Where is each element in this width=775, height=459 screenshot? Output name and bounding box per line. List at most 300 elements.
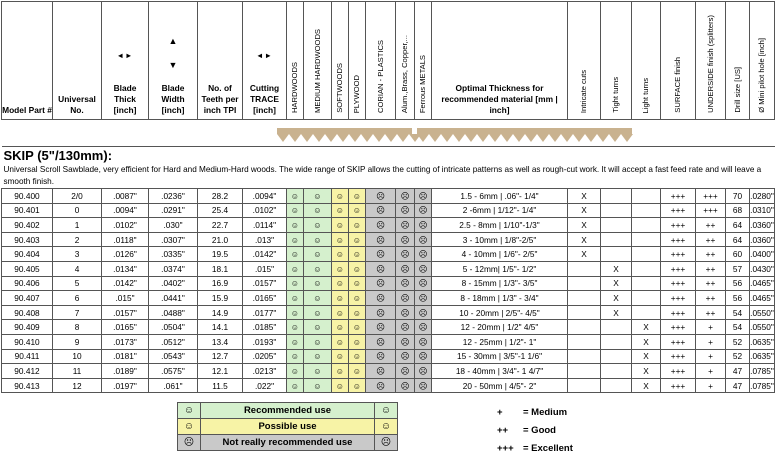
smiley-icon: ☺ (304, 364, 332, 379)
drill-cell: 47 (726, 364, 750, 379)
intricate-cell: X (568, 203, 601, 218)
trace-cell: .0114" (243, 218, 287, 233)
width-cell: .030" (149, 218, 198, 233)
tight-cell: X (601, 276, 632, 291)
tpi-cell: 14.9 (198, 305, 243, 320)
smiley-icon: ☺ (287, 203, 304, 218)
col-alum: Alum.,Brass, Copper,... (396, 2, 415, 120)
table-row (2, 232, 775, 247)
trace-cell: .022" (243, 378, 287, 393)
surface-cell: +++ (661, 364, 696, 379)
table-row (2, 349, 775, 364)
frown-icon: ☹ (415, 189, 432, 204)
col-trace: ◂ ▸ Cutting TRACE [inch] (243, 2, 287, 120)
intricate-cell: X (568, 189, 601, 204)
frown-icon: ☹ (366, 305, 396, 320)
thick-cell: .0142" (102, 276, 149, 291)
table-row (2, 291, 775, 306)
drill-cell: 70 (726, 189, 750, 204)
width-cell: .0335" (149, 247, 198, 262)
frown-icon: ☹ (366, 203, 396, 218)
width-cell: .0374" (149, 261, 198, 276)
col-optimal: Optimal Thickness for recommended material [mm | inch] (432, 2, 568, 120)
drill-cell: 52 (726, 349, 750, 364)
frown-icon: ☹ (366, 349, 396, 364)
tpi-cell: 11.5 (198, 378, 243, 393)
frown-icon: ☹ (366, 276, 396, 291)
light-cell (632, 189, 661, 204)
trace-cell: .0213" (243, 364, 287, 379)
frown-icon: ☹ (366, 218, 396, 233)
smiley-icon: ☺ (304, 334, 332, 349)
width-cell: .0291" (149, 203, 198, 218)
frown-icon: ☹ (415, 378, 432, 393)
col-intricate: Intricate cuts (568, 2, 601, 120)
surface-cell: +++ (661, 189, 696, 204)
table-row (2, 378, 775, 393)
thick-cell: .0118" (102, 232, 149, 247)
pilot-cell: .0360" (750, 232, 775, 247)
optimal-cell: 15 - 30mm | 3/5"-1 1/6" (432, 349, 568, 364)
table-row (2, 276, 775, 291)
optimal-cell: 18 - 40mm | 3/4"- 1 4/7" (432, 364, 568, 379)
smiley-icon: ☺ (332, 305, 349, 320)
pilot-cell: .0785" (750, 378, 775, 393)
smiley-icon: ☺ (349, 203, 366, 218)
table-row (2, 203, 775, 218)
frown-icon: ☹ (366, 320, 396, 335)
intricate-cell: X (568, 218, 601, 233)
frown-icon: ☹ (415, 261, 432, 276)
spec-table (1, 1, 775, 393)
model-cell: 90.410 (2, 334, 53, 349)
frown-icon: ☹ (415, 276, 432, 291)
model-cell: 90.408 (2, 305, 53, 320)
light-cell (632, 232, 661, 247)
smiley-icon: ☺ (304, 276, 332, 291)
optimal-cell: 4 - 10mm | 1/6"- 2/5" (432, 247, 568, 262)
thick-cell: .0134" (102, 261, 149, 276)
trace-cell: .0205" (243, 349, 287, 364)
thick-cell: .0165" (102, 320, 149, 335)
universal-cell: 6 (53, 291, 102, 306)
model-cell: 90.402 (2, 218, 53, 233)
frown-icon: ☹ (415, 364, 432, 379)
underside-cell: +++ (696, 203, 726, 218)
universal-cell: 10 (53, 349, 102, 364)
width-cell: .0236" (149, 189, 198, 204)
section-title: SKIP (5"/130mm): (3, 148, 113, 163)
drill-cell: 52 (726, 334, 750, 349)
universal-cell: 1 (53, 218, 102, 233)
section-description: Universal Scroll Sawblade, very efficient for Hard and Medium-Hard woods. The wide range of SKIP allows the cutting of intricate patterns as well as rough-cut work. It will accept a fast feed rate and will leave a smooth finish. (3, 165, 762, 186)
smiley-icon: ☺ (349, 247, 366, 262)
pilot-cell: .0280" (750, 189, 775, 204)
frown-icon: ☹ (396, 247, 415, 262)
trace-cell: .0094" (243, 189, 287, 204)
light-cell: X (632, 364, 661, 379)
width-cell: .0543" (149, 349, 198, 364)
universal-cell: 11 (53, 364, 102, 379)
intricate-cell (568, 276, 601, 291)
smiley-icon: ☺ (178, 403, 201, 419)
surface-cell: +++ (661, 232, 696, 247)
frown-icon: ☹ (366, 232, 396, 247)
underside-cell: ++ (696, 291, 726, 306)
width-cell: .061" (149, 378, 198, 393)
smiley-icon: ☺ (332, 261, 349, 276)
surface-cell: +++ (661, 305, 696, 320)
universal-cell: 12 (53, 378, 102, 393)
table-row (2, 320, 775, 335)
light-cell (632, 261, 661, 276)
frown-icon: ☹ (396, 320, 415, 335)
frown-icon: ☹ (366, 378, 396, 393)
universal-cell: 4 (53, 261, 102, 276)
intricate-cell: X (568, 232, 601, 247)
model-cell: 90.406 (2, 276, 53, 291)
smiley-icon: ☺ (349, 276, 366, 291)
smiley-icon: ☺ (375, 403, 398, 419)
tight-cell (601, 364, 632, 379)
model-cell: 90.405 (2, 261, 53, 276)
frown-icon: ☹ (415, 218, 432, 233)
universal-cell: 5 (53, 276, 102, 291)
pilot-cell: .0465" (750, 291, 775, 306)
smiley-icon: ☺ (349, 291, 366, 306)
underside-cell: + (696, 320, 726, 335)
trace-cell: .0142" (243, 247, 287, 262)
optimal-cell: 12 - 20mm | 1/2" 4/5" (432, 320, 568, 335)
legend (177, 402, 398, 451)
blade-illustration-row (2, 120, 775, 147)
width-cell: .0402" (149, 276, 198, 291)
thick-cell: .0087" (102, 189, 149, 204)
intricate-cell (568, 305, 601, 320)
pilot-cell: .0310" (750, 203, 775, 218)
smiley-icon: ☺ (349, 320, 366, 335)
trace-cell: .0165" (243, 291, 287, 306)
light-cell (632, 218, 661, 233)
legend-not-recommended: ☹ Not really recommended use ☹ (178, 435, 398, 451)
model-cell: 90.400 (2, 189, 53, 204)
frown-icon: ☹ (396, 261, 415, 276)
smiley-icon: ☺ (375, 419, 398, 435)
optimal-cell: 2 -6mm | 1/12"- 1/4" (432, 203, 568, 218)
model-cell: 90.407 (2, 291, 53, 306)
light-cell (632, 276, 661, 291)
table-row (2, 261, 775, 276)
smiley-icon: ☺ (304, 247, 332, 262)
thick-cell: .0173" (102, 334, 149, 349)
optimal-cell: 10 - 20mm | 2/5"- 4/5" (432, 305, 568, 320)
drill-cell: 56 (726, 291, 750, 306)
tight-cell (601, 189, 632, 204)
smiley-icon: ☺ (332, 203, 349, 218)
tpi-cell: 12.7 (198, 349, 243, 364)
smiley-icon: ☺ (332, 232, 349, 247)
frown-icon: ☹ (415, 334, 432, 349)
table-row (2, 334, 775, 349)
frown-icon: ☹ (396, 232, 415, 247)
drill-cell: 47 (726, 378, 750, 393)
smiley-icon: ☺ (287, 349, 304, 364)
width-cell: .0512" (149, 334, 198, 349)
smiley-icon: ☺ (332, 247, 349, 262)
frown-icon: ☹ (396, 218, 415, 233)
frown-icon: ☹ (366, 261, 396, 276)
thick-cell: .0094" (102, 203, 149, 218)
down-arrow-icon: ▼ (168, 60, 178, 70)
col-hardwoods: HARDWOODS (287, 2, 304, 120)
underside-cell: + (696, 349, 726, 364)
tpi-cell: 16.9 (198, 276, 243, 291)
smiley-icon: ☺ (332, 218, 349, 233)
optimal-cell: 2.5 - 8mm | 1/10"-1/3" (432, 218, 568, 233)
drill-cell: 56 (726, 276, 750, 291)
trace-cell: .0185" (243, 320, 287, 335)
tpi-cell: 15.9 (198, 291, 243, 306)
frown-icon: ☹ (415, 203, 432, 218)
smiley-icon: ☺ (349, 349, 366, 364)
model-cell: 90.403 (2, 232, 53, 247)
thick-cell: .0189" (102, 364, 149, 379)
tpi-cell: 19.5 (198, 247, 243, 262)
trace-cell: .013" (243, 232, 287, 247)
universal-cell: 7 (53, 305, 102, 320)
intricate-cell (568, 334, 601, 349)
trace-cell: .015" (243, 261, 287, 276)
optimal-cell: 1.5 - 6mm | .06"- 1/4" (432, 189, 568, 204)
col-medium-hardwoods: MEDIUM HARDWOODS (304, 2, 332, 120)
smiley-icon: ☺ (304, 232, 332, 247)
frown-icon: ☹ (396, 349, 415, 364)
key-good: ++ = Good (497, 425, 556, 436)
pilot-cell: .0785" (750, 364, 775, 379)
smiley-icon: ☺ (304, 305, 332, 320)
thick-cell: .015" (102, 291, 149, 306)
col-corian: CORIAN - PLASTICS (366, 2, 396, 120)
tight-cell (601, 203, 632, 218)
trace-cell: .0193" (243, 334, 287, 349)
blade-illustration (2, 120, 775, 147)
frown-icon: ☹ (396, 364, 415, 379)
smiley-icon: ☺ (304, 189, 332, 204)
col-teeth: No. of Teeth per inch TPI (198, 2, 243, 120)
col-universal: Universal No. (53, 2, 102, 120)
model-cell: 90.409 (2, 320, 53, 335)
smiley-icon: ☺ (349, 305, 366, 320)
smiley-icon: ☺ (304, 378, 332, 393)
col-light: Light turns (632, 2, 661, 120)
smiley-icon: ☺ (287, 189, 304, 204)
smiley-icon: ☺ (287, 364, 304, 379)
underside-cell: ++ (696, 247, 726, 262)
frown-icon: ☹ (415, 291, 432, 306)
intricate-cell (568, 378, 601, 393)
drill-cell: 57 (726, 261, 750, 276)
smiley-icon: ☺ (349, 232, 366, 247)
frown-icon: ☹ (375, 435, 398, 451)
col-drill: Drill size [US] (726, 2, 750, 120)
universal-cell: 2/0 (53, 189, 102, 204)
optimal-cell: 12 - 25mm | 1/2"- 1" (432, 334, 568, 349)
col-ferrous: Ferrous METALS (415, 2, 432, 120)
col-model: Model Part # (2, 2, 53, 120)
intricate-cell (568, 261, 601, 276)
smiley-icon: ☺ (332, 378, 349, 393)
tight-cell (601, 349, 632, 364)
model-cell: 90.401 (2, 203, 53, 218)
model-cell: 90.412 (2, 364, 53, 379)
width-cell: .0441" (149, 291, 198, 306)
key-excellent: +++ = Excellent (497, 443, 573, 454)
smiley-icon: ☺ (304, 291, 332, 306)
smiley-icon: ☺ (287, 232, 304, 247)
smiley-icon: ☺ (287, 291, 304, 306)
smiley-icon: ☺ (349, 364, 366, 379)
surface-cell: +++ (661, 334, 696, 349)
universal-cell: 0 (53, 203, 102, 218)
smiley-icon: ☺ (332, 349, 349, 364)
drill-cell: 60 (726, 247, 750, 262)
optimal-cell: 5 - 12mm| 1/5"- 1/2" (432, 261, 568, 276)
frown-icon: ☹ (396, 305, 415, 320)
tpi-cell: 28.2 (198, 189, 243, 204)
tpi-cell: 21.0 (198, 232, 243, 247)
smiley-icon: ☺ (332, 364, 349, 379)
trace-arrow-icon: ◂ ▸ (257, 51, 272, 60)
smiley-icon: ☺ (349, 189, 366, 204)
width-cell: .0307" (149, 232, 198, 247)
width-cell: .0504" (149, 320, 198, 335)
universal-cell: 2 (53, 232, 102, 247)
frown-icon: ☹ (415, 349, 432, 364)
header-row (2, 2, 775, 120)
smiley-icon: ☺ (287, 320, 304, 335)
smiley-icon: ☺ (349, 334, 366, 349)
tpi-cell: 12.1 (198, 364, 243, 379)
drill-cell: 64 (726, 218, 750, 233)
tight-cell (601, 320, 632, 335)
surface-cell: +++ (661, 247, 696, 262)
universal-cell: 3 (53, 247, 102, 262)
frown-icon: ☹ (366, 247, 396, 262)
model-cell: 90.404 (2, 247, 53, 262)
intricate-cell (568, 291, 601, 306)
pilot-cell: .0550" (750, 320, 775, 335)
underside-cell: + (696, 334, 726, 349)
table-row (2, 305, 775, 320)
pilot-cell: .0400" (750, 247, 775, 262)
section-title-row (2, 147, 775, 165)
table-row (2, 218, 775, 233)
underside-cell: ++ (696, 276, 726, 291)
smiley-icon: ☺ (304, 218, 332, 233)
surface-cell: +++ (661, 320, 696, 335)
col-tight: Tight turns (601, 2, 632, 120)
underside-cell: ++ (696, 232, 726, 247)
optimal-cell: 3 - 10mm | 1/8"-2/5" (432, 232, 568, 247)
frown-icon: ☹ (415, 247, 432, 262)
smiley-icon: ☺ (332, 291, 349, 306)
pilot-cell: .0635" (750, 349, 775, 364)
smiley-icon: ☺ (287, 378, 304, 393)
surface-cell: +++ (661, 378, 696, 393)
universal-cell: 9 (53, 334, 102, 349)
light-cell: X (632, 349, 661, 364)
light-cell (632, 305, 661, 320)
pilot-cell: .0430" (750, 261, 775, 276)
trace-cell: .0177" (243, 305, 287, 320)
tpi-cell: 22.7 (198, 218, 243, 233)
smiley-icon: ☺ (332, 320, 349, 335)
pilot-cell: .0360" (750, 218, 775, 233)
pilot-cell: .0465" (750, 276, 775, 291)
section-description-row (2, 164, 775, 189)
smiley-icon: ☺ (287, 334, 304, 349)
trace-cell: .0102" (243, 203, 287, 218)
underside-cell: ++ (696, 218, 726, 233)
tight-cell (601, 218, 632, 233)
surface-cell: +++ (661, 218, 696, 233)
width-cell: .0575" (149, 364, 198, 379)
drill-cell: 64 (726, 232, 750, 247)
thick-cell: .0197" (102, 378, 149, 393)
light-cell: X (632, 334, 661, 349)
optimal-cell: 20 - 50mm | 4/5"- 2" (432, 378, 568, 393)
col-softwoods: SOFTWOODS (332, 2, 349, 120)
tight-cell: X (601, 261, 632, 276)
tpi-cell: 25.4 (198, 203, 243, 218)
frown-icon: ☹ (366, 364, 396, 379)
trace-cell: .0157" (243, 276, 287, 291)
table-row (2, 189, 775, 204)
width-arrow-icon: ◂ ▸ (118, 51, 132, 60)
frown-icon: ☹ (366, 334, 396, 349)
intricate-cell (568, 364, 601, 379)
col-surface: SURFACE finish (661, 2, 696, 120)
underside-cell: + (696, 378, 726, 393)
col-pilot: Ø Mini pilot hole [inch] (750, 2, 775, 120)
frown-icon: ☹ (415, 232, 432, 247)
smiley-icon: ☺ (349, 378, 366, 393)
smiley-icon: ☺ (349, 261, 366, 276)
frown-icon: ☹ (396, 334, 415, 349)
light-cell (632, 203, 661, 218)
smiley-icon: ☺ (332, 276, 349, 291)
smiley-icon: ☺ (349, 218, 366, 233)
surface-cell: +++ (661, 261, 696, 276)
thick-cell: .0102" (102, 218, 149, 233)
intricate-cell: X (568, 247, 601, 262)
model-cell: 90.413 (2, 378, 53, 393)
tight-cell (601, 378, 632, 393)
col-blade-thick: ◂ ▸ Blade Thick [inch] (102, 2, 149, 120)
legend-possible: ☺ Possible use ☺ (178, 419, 398, 435)
legend-recommended: ☺ Recommended use ☺ (178, 403, 398, 419)
smiley-icon: ☺ (178, 419, 201, 435)
tpi-cell: 14.1 (198, 320, 243, 335)
light-cell: X (632, 378, 661, 393)
thick-cell: .0126" (102, 247, 149, 262)
frown-icon: ☹ (396, 378, 415, 393)
optimal-cell: 8 - 15mm | 1/3"- 3/5" (432, 276, 568, 291)
intricate-cell (568, 349, 601, 364)
smiley-icon: ☺ (287, 218, 304, 233)
frown-icon: ☹ (396, 203, 415, 218)
surface-cell: +++ (661, 276, 696, 291)
